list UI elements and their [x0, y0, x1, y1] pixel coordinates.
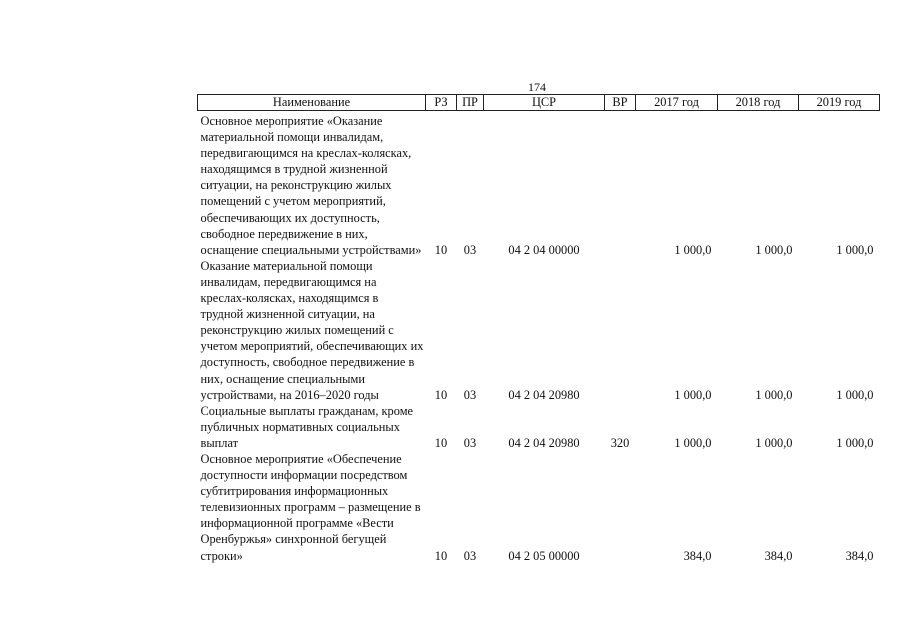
row-value-2019: 384,0 — [845, 548, 874, 563]
row-name: Социальные выплаты гражданам, кроме публичных нормативных социальных выплат — [200, 403, 414, 450]
column-header-rz: РЗ — [426, 95, 457, 111]
column-header-2018: 2018 год — [718, 95, 799, 111]
row-value-2019: 1 000,0 — [836, 242, 874, 257]
row-name: Основное мероприятие «Оказание материальной помощи инвалидам, передвигающимся на креслах-колясках, находящимся в трудной жизненной ситуации, на реконструкцию жилых помещений с учетом мероприятий, обеспечивающих их доступность, свободное передвижение в них, оснащение специальными устройствами» — [200, 114, 422, 257]
table-header-row — [198, 95, 880, 111]
row-vr — [605, 258, 636, 403]
budget-table — [197, 94, 880, 564]
row-csr: 04 2 04 20980 — [508, 387, 580, 402]
table-row — [198, 258, 880, 403]
row-value-2018: 1 000,0 — [755, 435, 793, 450]
row-rz: 10 — [434, 435, 448, 450]
row-vr: 320 — [610, 435, 630, 450]
row-name: Основное мероприятие «Обеспечение доступности информации посредством субтитрирования информационных телевизионных программ – размещение в информационной программе «Вести Оренбуржья» синхронной бегущей строки» — [200, 451, 421, 563]
row-pr: 03 — [463, 242, 477, 257]
row-value-2017: 1 000,0 — [674, 387, 712, 402]
column-header-pr: ПР — [457, 95, 484, 111]
row-value-2017: 1 000,0 — [674, 242, 712, 257]
row-rz: 10 — [434, 387, 448, 402]
row-value-2017: 1 000,0 — [674, 435, 712, 450]
row-csr: 04 2 04 00000 — [508, 242, 580, 257]
table-row — [198, 451, 880, 564]
row-pr: 03 — [463, 387, 477, 402]
page-number: 174 — [528, 80, 546, 94]
table-row — [198, 403, 880, 451]
row-value-2018: 1 000,0 — [755, 387, 793, 402]
row-rz: 10 — [434, 548, 448, 563]
row-pr: 03 — [463, 548, 477, 563]
row-value-2018: 1 000,0 — [755, 242, 793, 257]
row-vr — [605, 111, 636, 258]
row-csr: 04 2 05 00000 — [508, 548, 580, 563]
column-header-vr: ВР — [605, 95, 636, 111]
row-value-2017: 384,0 — [683, 548, 712, 563]
row-name: Оказание материальной помощи инвалидам, передвигающимся на креслах-колясках, находящимся в трудной жизненной ситуации, на реконструкцию жилых помещений с учетом мероприятий, обеспечивающих их доступность, свободное передвижение в них, оснащение специальными устройствами, на 2016–2020 годы — [200, 258, 424, 402]
row-vr — [605, 451, 636, 564]
row-value-2019: 1 000,0 — [836, 435, 874, 450]
row-value-2018: 384,0 — [764, 548, 793, 563]
table-row — [198, 111, 880, 258]
column-header-name: Наименование — [198, 95, 426, 111]
row-csr: 04 2 04 20980 — [508, 435, 580, 450]
row-value-2019: 1 000,0 — [836, 387, 874, 402]
column-header-2019: 2019 год — [799, 95, 880, 111]
column-header-csr: ЦСР — [484, 95, 605, 111]
row-pr: 03 — [463, 435, 477, 450]
row-rz: 10 — [434, 242, 448, 257]
column-header-2017: 2017 год — [636, 95, 718, 111]
